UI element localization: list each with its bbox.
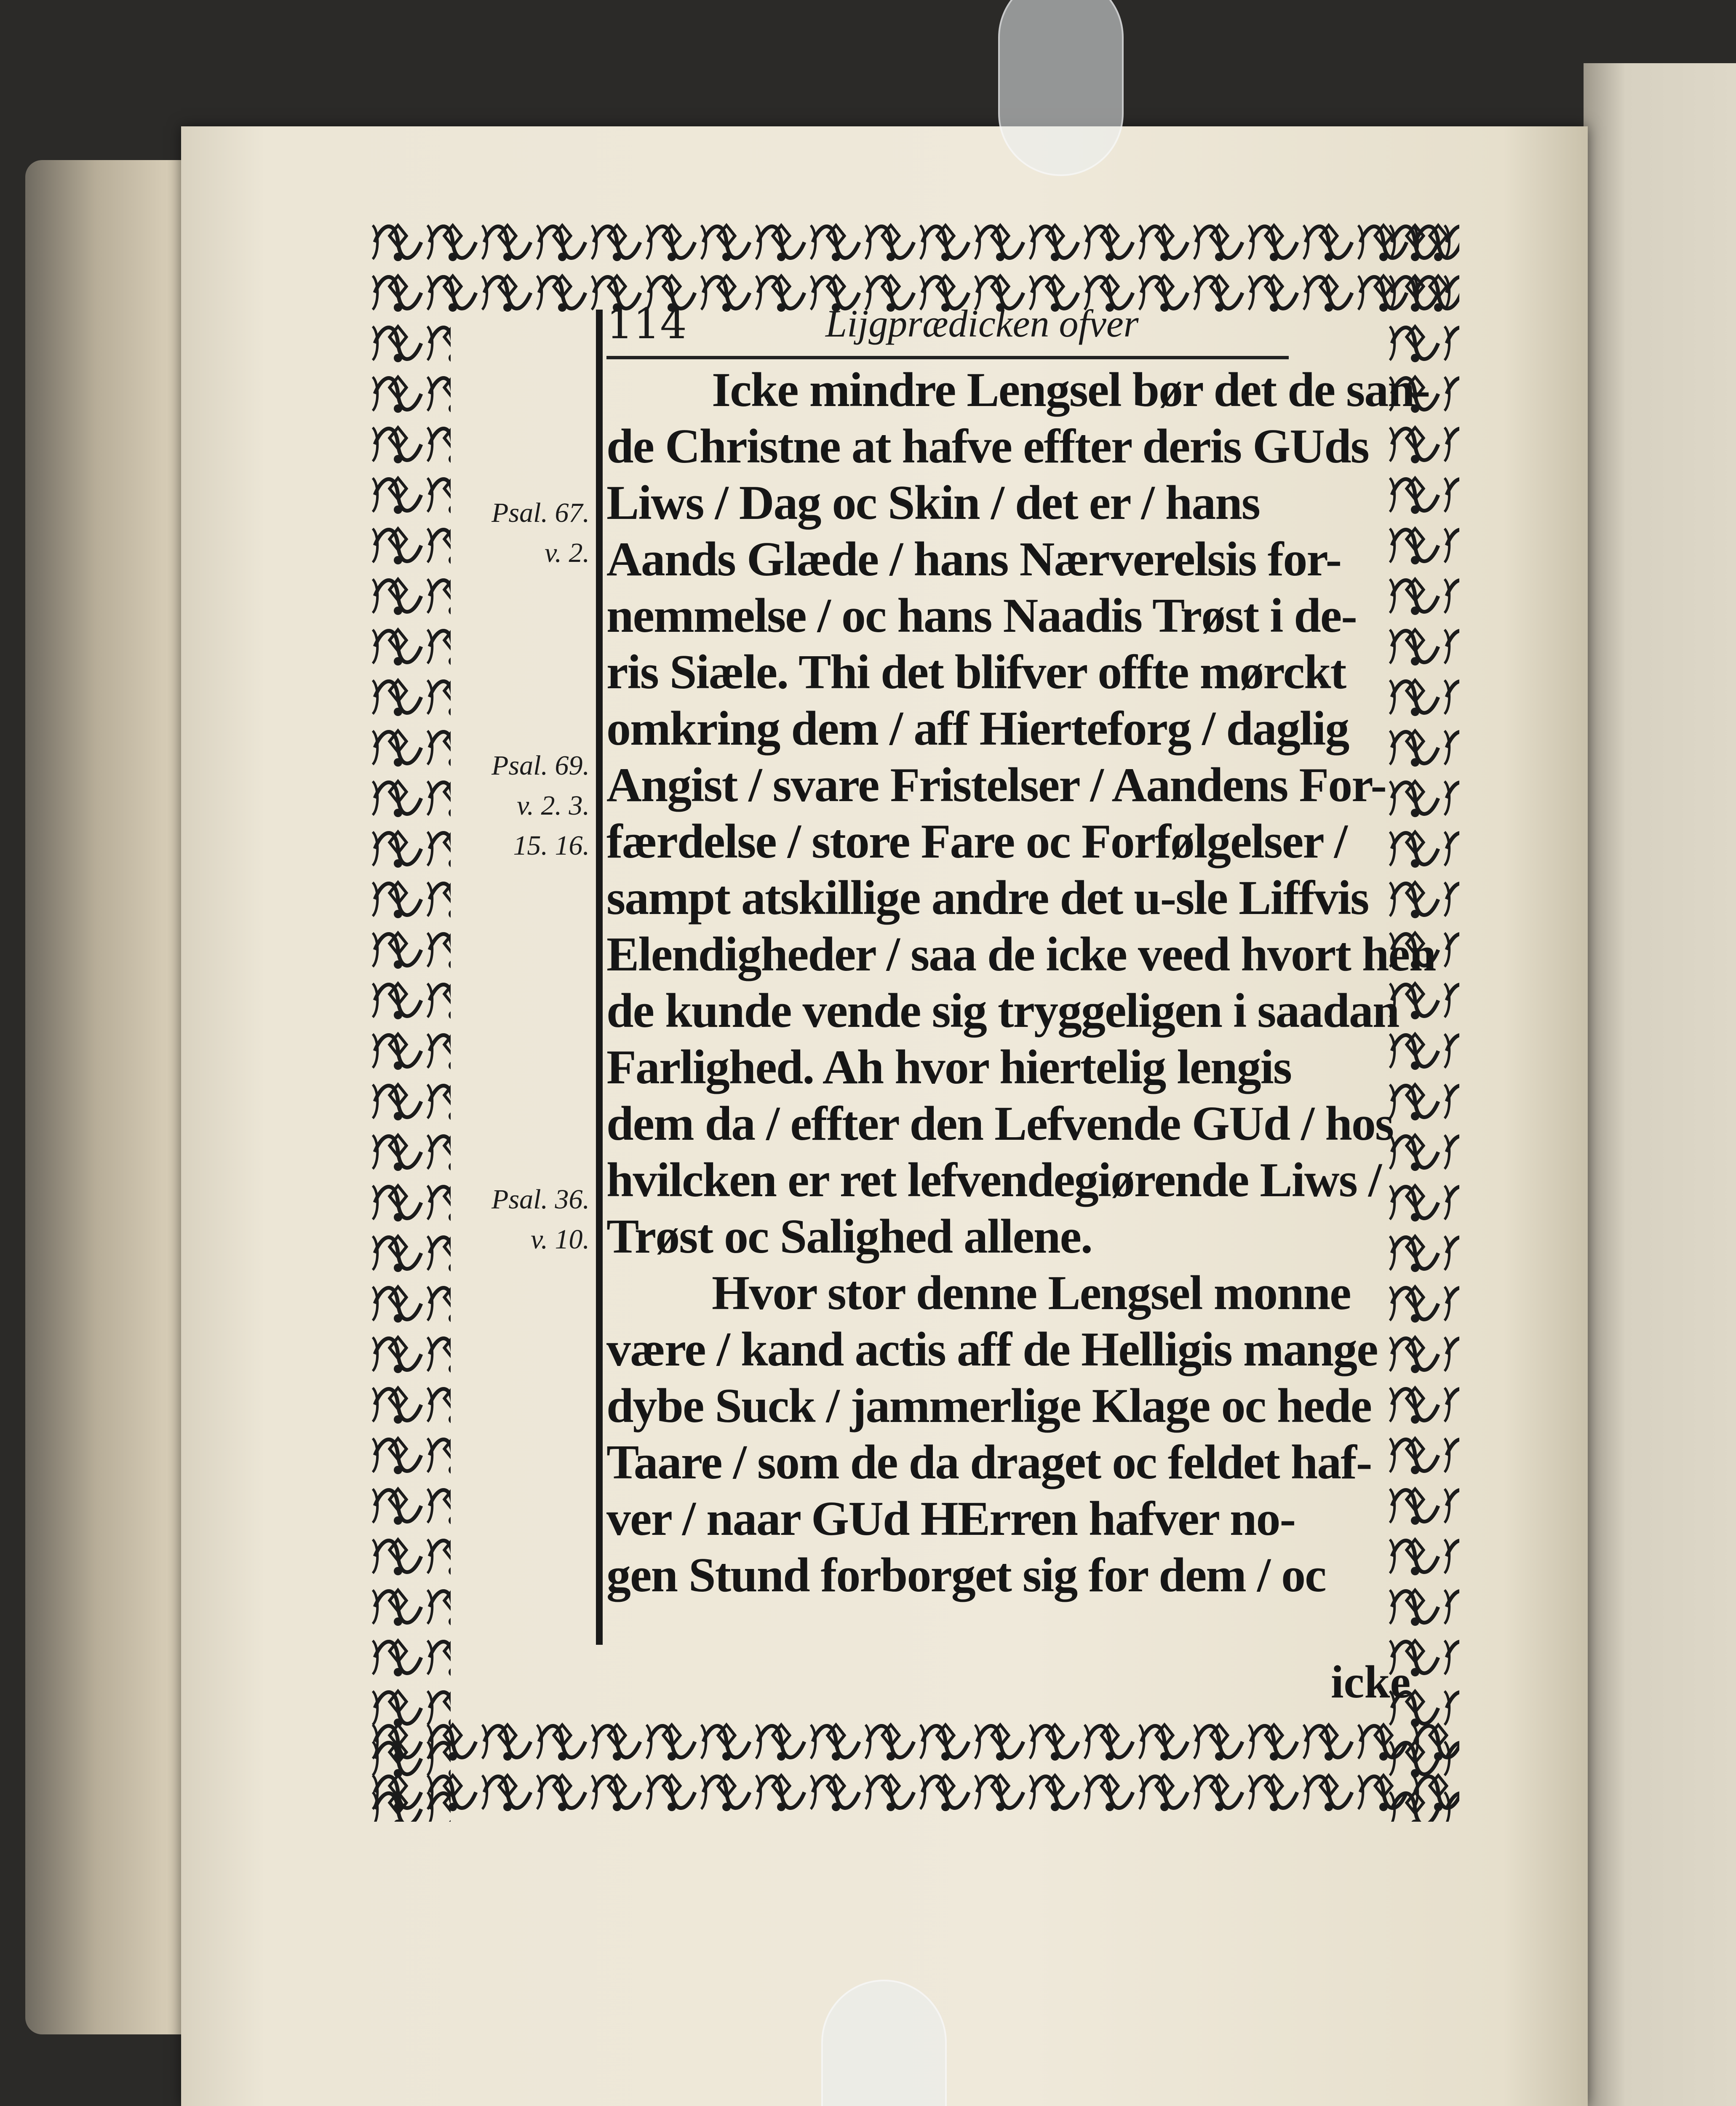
text-line: ris Siæle. Thi det blifver offte mørckt [606,645,1346,699]
text-line: de kunde vende sig tryggeligen i saadan [606,984,1399,1038]
text-line: dybe Suck / jammerlige Klage oc hede [606,1379,1372,1433]
text-line: Elendigheder / saa de icke veed hvort hen [606,927,1436,981]
text-line: sampt atskillige andre det u-sle Liffvis [606,871,1369,925]
head-rule [606,356,1289,359]
page-number: 114 [606,299,687,348]
marginal-note: Psal. 36. [491,1184,590,1215]
running-head-title: Lijgprædicken ofver [825,302,1139,345]
catchword: icke [1331,1656,1411,1708]
margin-rule [596,310,603,1645]
marginal-note: v. 10. [531,1224,590,1255]
text-line: være / kand actis aff de Helligis mange [606,1323,1378,1376]
book-edge [25,160,202,2034]
text-line: Icke mindre Lengsel bør det de san- [712,363,1430,417]
text-line: Aands Glæde / hans Nærverelsis for- [606,532,1341,586]
text-line: gen Stund forborget sig for dem / oc [606,1548,1326,1602]
text-line: Liws / Dag oc Skin / det er / hans [606,476,1260,530]
marginal-note: v. 2. 3. [517,790,590,821]
marginal-note: Psal. 67. [491,497,590,528]
text-line: færdelse / store Fare oc Forfølgelser / [606,815,1347,869]
border-left-ornament [371,217,451,1822]
text-line: ver / naar GUd HErren hafver no- [606,1492,1295,1546]
border-bottom-ornament [371,1716,1459,1822]
text-line: omkring dem / aff Hierteforg / daglig [606,702,1349,756]
page-clip-top [998,0,1124,176]
text-line: Angist / svare Fristelser / Aandens For- [606,758,1386,812]
marginal-note: Psal. 69. [491,750,590,781]
text-line: Farlighed. Ah hvor hiertelig lengis [606,1040,1291,1094]
text-line: hvilcken er ret lefvendegiørende Liws / [606,1153,1381,1207]
text-line: Hvor stor denne Lengsel monne [712,1266,1351,1320]
text-line: nemmelse / oc hans Naadis Trøst i de- [606,589,1357,643]
marginal-note: v. 2. [545,537,590,568]
text-line: Taare / som de da draget oc feldet haf- [606,1435,1372,1489]
text-line: dem da / effter den Lefvende GUd / hos [606,1097,1394,1151]
page-clip-bottom [821,1980,947,2106]
text-line: de Christne at hafve effter deris GUds [606,420,1369,473]
text-line: Trøst oc Salighed allene. [606,1210,1092,1264]
running-head [606,295,1272,354]
marginal-note: 15. 16. [513,830,590,861]
facing-page [1584,63,1736,2106]
